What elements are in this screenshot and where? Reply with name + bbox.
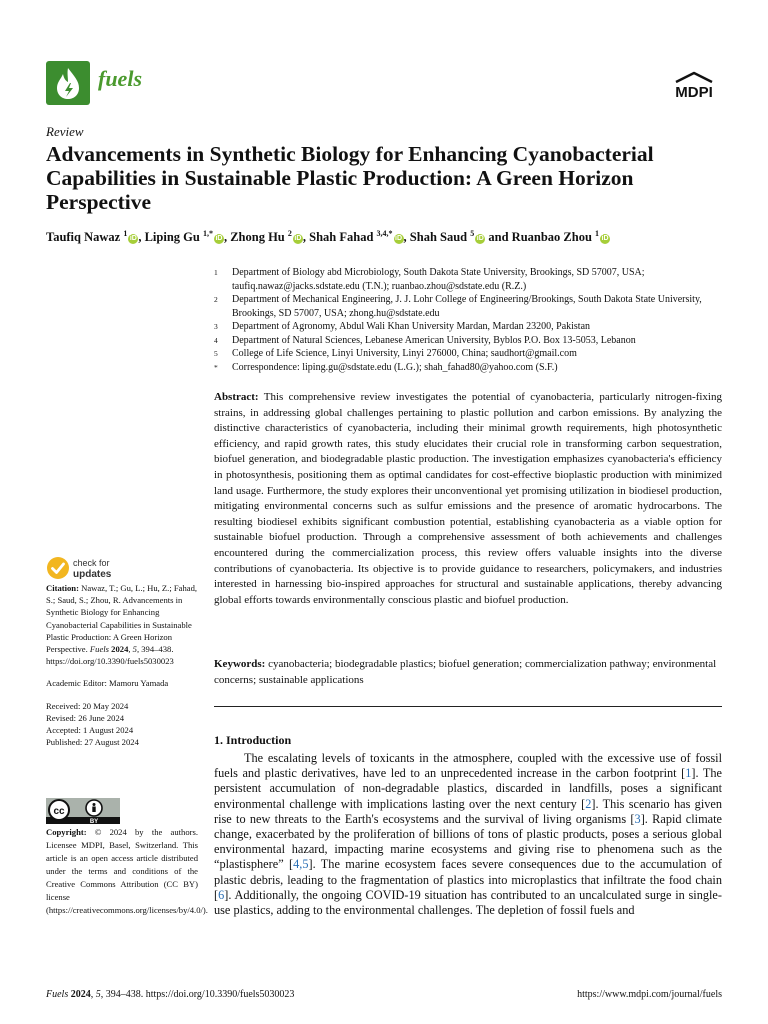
affiliation-number: 5: [214, 349, 218, 358]
article-title: Advancements in Synthetic Biology for Enhancing Cyanobacterial Capabilities in Sustainable Plastic Production: A Green Horizon Perspective: [46, 142, 654, 214]
author-name: Liping Gu: [144, 230, 203, 245]
author-name: Taufiq Nawaz: [46, 230, 124, 245]
section-heading: 1. Introduction: [214, 733, 292, 747]
affiliations: [214, 266, 724, 374]
author-affiliation-marker: 5: [470, 229, 475, 238]
reference-link[interactable]: 3: [634, 811, 641, 826]
reference-link[interactable]: 6: [218, 887, 225, 902]
affiliation-item: [214, 334, 724, 348]
abstract-label: Abstract:: [214, 391, 259, 403]
date-item: Published: 27 August 2024: [46, 737, 139, 748]
author-name: Zhong Hu: [230, 230, 288, 245]
author-affiliation-marker: 1,*: [202, 229, 213, 238]
affiliation-text: Department of Natural Sciences, Lebanese American University, Byblos P.O. Box 13-5053, Lebanon: [232, 334, 636, 346]
affiliation-text: Correspondence: liping.gu@sdstate.edu (L.G.); shah_fahad80@yahoo.com (S.F.): [232, 361, 558, 373]
check-updates-line1: check for: [73, 558, 110, 568]
orcid-icon[interactable]: iD: [215, 235, 223, 243]
affiliation-text: College of Life Science, Linyi University, Linyi 276000, China; saudhort@gmail.com: [232, 348, 577, 359]
journal-logo: [46, 61, 90, 105]
affiliation-item: [214, 361, 724, 375]
affiliation-number: 1: [214, 268, 218, 277]
flame-icon: [46, 61, 90, 105]
dates: [46, 700, 198, 749]
footer-citation: Fuels 2024, 5, 394–438. https://doi.org/10.3390/fuels5030023: [46, 989, 295, 1000]
affiliation-number: 4: [214, 335, 218, 345]
date-item: Received: 20 May 2024: [46, 700, 129, 711]
article-info: [46, 582, 198, 748]
author-affiliation-marker: 2: [287, 229, 292, 238]
date-item: Revised: 26 June 2024: [46, 712, 125, 723]
section-divider: [214, 706, 722, 707]
affiliation-text: Department of Agronomy, Abdul Wali Khan University Mardan, Mardan 23200, Pakistan: [232, 321, 591, 332]
affiliation-number: *: [214, 362, 218, 372]
affiliation-item: [214, 347, 724, 361]
introduction-text: The escalating levels of toxicants in the atmosphere, coupled with the excessive use of fossil fuels and plastic derivatives, have led to an unprecedented increase in the carbon footprint [1]. The persistent accumulation of non-degradable plastics, discarded in landfills, poses a significant environmental challenge with implications lasting over the next century [2]. This scenario has given rise to new threats to the Earth's ecosystems and the survival of living organisms [3]. Rapid climate change, exacerbated by the proliferation of billions of tons of plastic products, poses a serious global environmental hazard, impacting marine ecosystems and giving rise to phenomena such as the “plastisphere” [4,5]. The marine ecosystem faces severe consequences due to the accumulation of plastic debris, leading to the fragmentation of plastics into microplastics that infiltrate the food chain [6]. Additionally, the ongoing COVID-19 situation has contributed to an uncalculated surge in single-use plastics, adding to the environmental challenges. The depletion of fossil fuels and: [214, 751, 723, 918]
author-name: Shah Fahad: [309, 230, 377, 245]
check-icon: [47, 557, 69, 579]
cc-badge-label: BY: [89, 819, 99, 824]
abstract: [214, 390, 722, 608]
author-affiliation-marker: 1: [595, 229, 600, 238]
orcid-icon[interactable]: iD: [395, 235, 403, 243]
reference-link[interactable]: 4,5: [293, 857, 309, 872]
affiliation-item: [214, 293, 724, 320]
publisher-name: MDPI: [675, 84, 713, 101]
orcid-icon[interactable]: iD: [601, 235, 609, 243]
abstract-text: This comprehensive review investigates the potential of cyanobacteria, particularly nitrogen-fixing strains, in addressing global challenges pertaining to plastic pollution and carbon emissions. By analyzing the distinctive characteristics of cyanobacteria, including their minimal growth requirements, high photosynthetic efficiency, and rapid growth rates, this study elucidates their crucial role in transforming carbon sequestration, biofuel generation, and biodegradable plastic production. The investigation emphasizes cyanobacteria's efficiency in photosynthesis, positioning them as optimal candidates for cost-effective bioplastic production with minimized land usage. Furthermore, the study explores their unconventional yet promising utilization in biodiesel production, mitigating environmental concerns such as sulfur emissions and the presence of aromatic hydrocarbons. The resulting biodiesel exhibits significant combustion potential, establishing cyanobacteria as a viable option for sustainable biofuel production. Through a comprehensive assessment of both achievements and challenges encountered during the commercialization process, this review offers valuable insights into the diverse contributions of cyanobacteria. Its objective is to provide guidance to researchers, policymakers, and industries interested in harnessing bio-inspired approaches for structural and sustainable applications, thereby advancing global efforts towards environmentally conscious plastic and biofuel production.: [214, 391, 722, 606]
affiliation-text: Department of Biology abd Microbiology, South Dakota State University, Brookings, SD 57007, USA; taufiq.nawaz@jacks.sdstate.edu (T.N.); ruanbao.zhou@sdstate.edu (R.Z.): [232, 267, 645, 292]
citation-label: Citation:: [46, 583, 79, 593]
affiliation-number: 2: [214, 295, 218, 304]
citation-doi[interactable]: https://doi.org/10.3390/fuels5030023: [46, 656, 174, 667]
date-item: Accepted: 1 August 2024: [46, 725, 134, 736]
author-affiliation-marker: 1: [123, 229, 128, 238]
check-for-updates-badge[interactable]: [46, 556, 166, 580]
check-updates-line2: updates: [73, 569, 112, 580]
keywords-label: Keywords:: [214, 658, 266, 670]
author-name: Shah Saud: [409, 230, 471, 245]
affiliation-number: 3: [214, 322, 218, 331]
orcid-icon[interactable]: iD: [294, 235, 302, 243]
orcid-icon[interactable]: iD: [476, 235, 484, 243]
article-type: Review: [46, 124, 84, 139]
reference-link[interactable]: 2: [585, 796, 592, 811]
academic-editor: Academic Editor: Mamoru Yamada: [46, 678, 169, 689]
reference-link[interactable]: 1: [685, 766, 692, 781]
keywords-text: cyanobacteria; biodegradable plastics; biofuel generation; commercialization pathway; environmental concerns; sustainable applications: [214, 658, 717, 686]
copyright-notice: [46, 826, 208, 917]
citation: Citation: Nawaz, T.; Gu, L.; Hu, Z.; Fahad, S.; Saud, S.; Zhou, R. Advancements in Synthetic Biology for Enhancing Cyanobacterial Capabilities in Sustainable Plastic Production: A Green Horizon Perspective. Fuels 2024, 5, 394–438. https://doi.org/10.3390/fuels5030023: [46, 583, 198, 667]
cc-license-badge[interactable]: [46, 798, 120, 824]
keywords: [214, 657, 722, 688]
affiliation-item: [214, 266, 724, 293]
copyright-label: Copyright:: [46, 827, 87, 837]
affiliation-text: Department of Mechanical Engineering, J. J. Lohr College of Engineering/Brookings, South Dakota State University, Brookings, SD 57007, USA; zhong.hu@sdstate.edu: [232, 294, 702, 319]
author-affiliation-marker: 3,4,*: [376, 229, 393, 238]
orcid-icon[interactable]: iD: [129, 235, 137, 243]
footer-journal-url[interactable]: https://www.mdpi.com/journal/fuels: [577, 989, 722, 1000]
publisher-logo: [666, 70, 722, 102]
svg-text:cc: cc: [53, 806, 65, 817]
author-name: Ruanbao Zhou: [511, 230, 596, 245]
author-list: Taufiq Nawaz $^1$iD , Liping Gu $^{1,*}$iD , Zhong Hu $^2$iD , Shah Fahad $^{3,4,*}$iD , Shah Saud $^5$iD and Ruanbao Zhou $^1$iD: [46, 229, 609, 245]
copyright-text: © 2024 by the authors. Licensee MDPI, Basel, Switzerland. This article is an open access article distributed under the terms and conditions of the Creative Commons Attribution (CC BY) license (https://creativecommons.org/licenses/by/4.0/).: [46, 827, 208, 915]
affiliation-item: [214, 320, 724, 334]
journal-name: fuels: [98, 66, 142, 91]
